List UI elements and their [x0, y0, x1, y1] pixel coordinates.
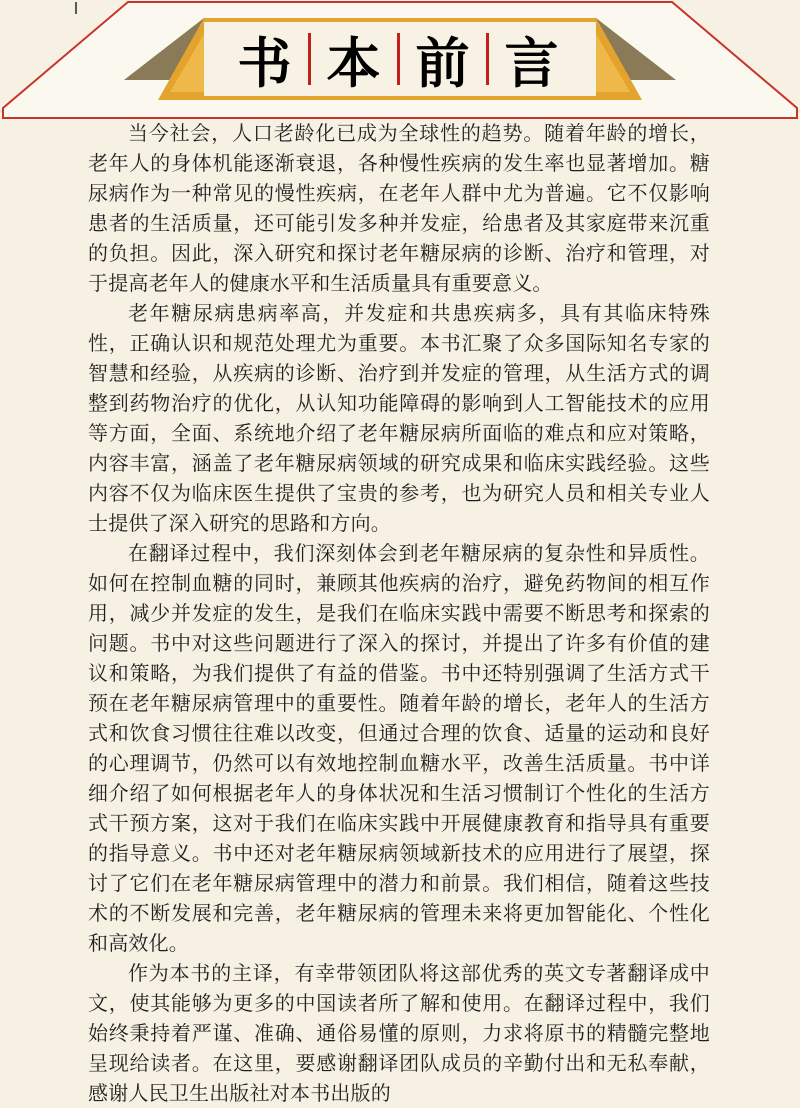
title-char: 书 — [237, 31, 292, 95]
title-char: 本 — [326, 31, 381, 95]
paragraph: 在翻译过程中，我们深刻体会到老年糖尿病的复杂性和异质性。如何在控制血糖的同时，兼顾其他疾病的治疗，避免药物间的相互作用，减少并发症的发生，是我们在临床实践中需要不断思考和探索的问题。书中对这些问题进行了深入的探讨，并提出了许多有价值的建议和策略，为我们提供了有益的借鉴。书中还特别强调了生活方式干预在老年糖尿病管理中的重要性。随着年龄的增长，老年人的生活方式和饮食习惯往往难以改变，但通过合理的饮食、适量的运动和良好的心理调节，仍然可以有效地控制血糖水平，改善生活质量。书中详细介绍了如何根据老年人的身体状况和生活习惯制订个性化的生活方式干预方案，这对于我们在临床实践中开展健康教育和指导具有重要的指导意义。书中还对老年糖尿病领域新技术的应用进行了展望，探讨了它们在老年糖尿病管理中的潜力和前景。我们相信，随着这些技术的不断发展和完善，老年糖尿病的管理未来将更加智能化、个性化和高效化。 — [88, 541, 710, 955]
title-char: 前 — [415, 31, 470, 95]
title-char: 言 — [504, 31, 559, 95]
paragraph: 作为本书的主译，有幸带领团队将这部优秀的英文专著翻译成中文，使其能够为更多的中国读者所了解和使用。在翻译过程中，我们始终秉持着严谨、准确、通俗易懂的原则，力求将原书的精髓完整地呈现给读者。在这里，要感谢翻译团队成员的辛勤付出和无私奉献，感谢人民卫生出版社对本书出版的 — [88, 961, 710, 1105]
page-title — [198, 20, 598, 98]
paragraph: 当今社会，人口老龄化已成为全球性的趋势。随着年龄的增长，老年人的身体机能逐渐衰退，各种慢性疾病的发生率也显著增加。糖尿病作为一种常见的慢性疾病，在老年人群中尤为普遍。它不仅影响患者的生活质量，还可能引发多种并发症，给患者及其家庭带来沉重的负担。因此，深入研究和探讨老年糖尿病的诊断、治疗和管理，对于提高老年人的健康水平和生活质量具有重要意义。 — [88, 121, 710, 295]
paragraph: 老年糖尿病患病率高，并发症和共患疾病多，具有其临床特殊性，正确认识和规范处理尤为重要。本书汇聚了众多国际知名专家的智慧和经验，从疾病的诊断、治疗到并发症的管理，从生活方式的调整到药物治疗的优化，从认知功能障碍的影响到人工智能技术的应用等方面，全面、系统地介绍了老年糖尿病所面临的难点和应对策略，内容丰富，涵盖了老年糖尿病领域的研究成果和临床实践经验。这些内容不仅为临床医生提供了宝贵的参考，也为研究人员和相关专业人士提供了深入研究的思路和方向。 — [88, 301, 710, 535]
